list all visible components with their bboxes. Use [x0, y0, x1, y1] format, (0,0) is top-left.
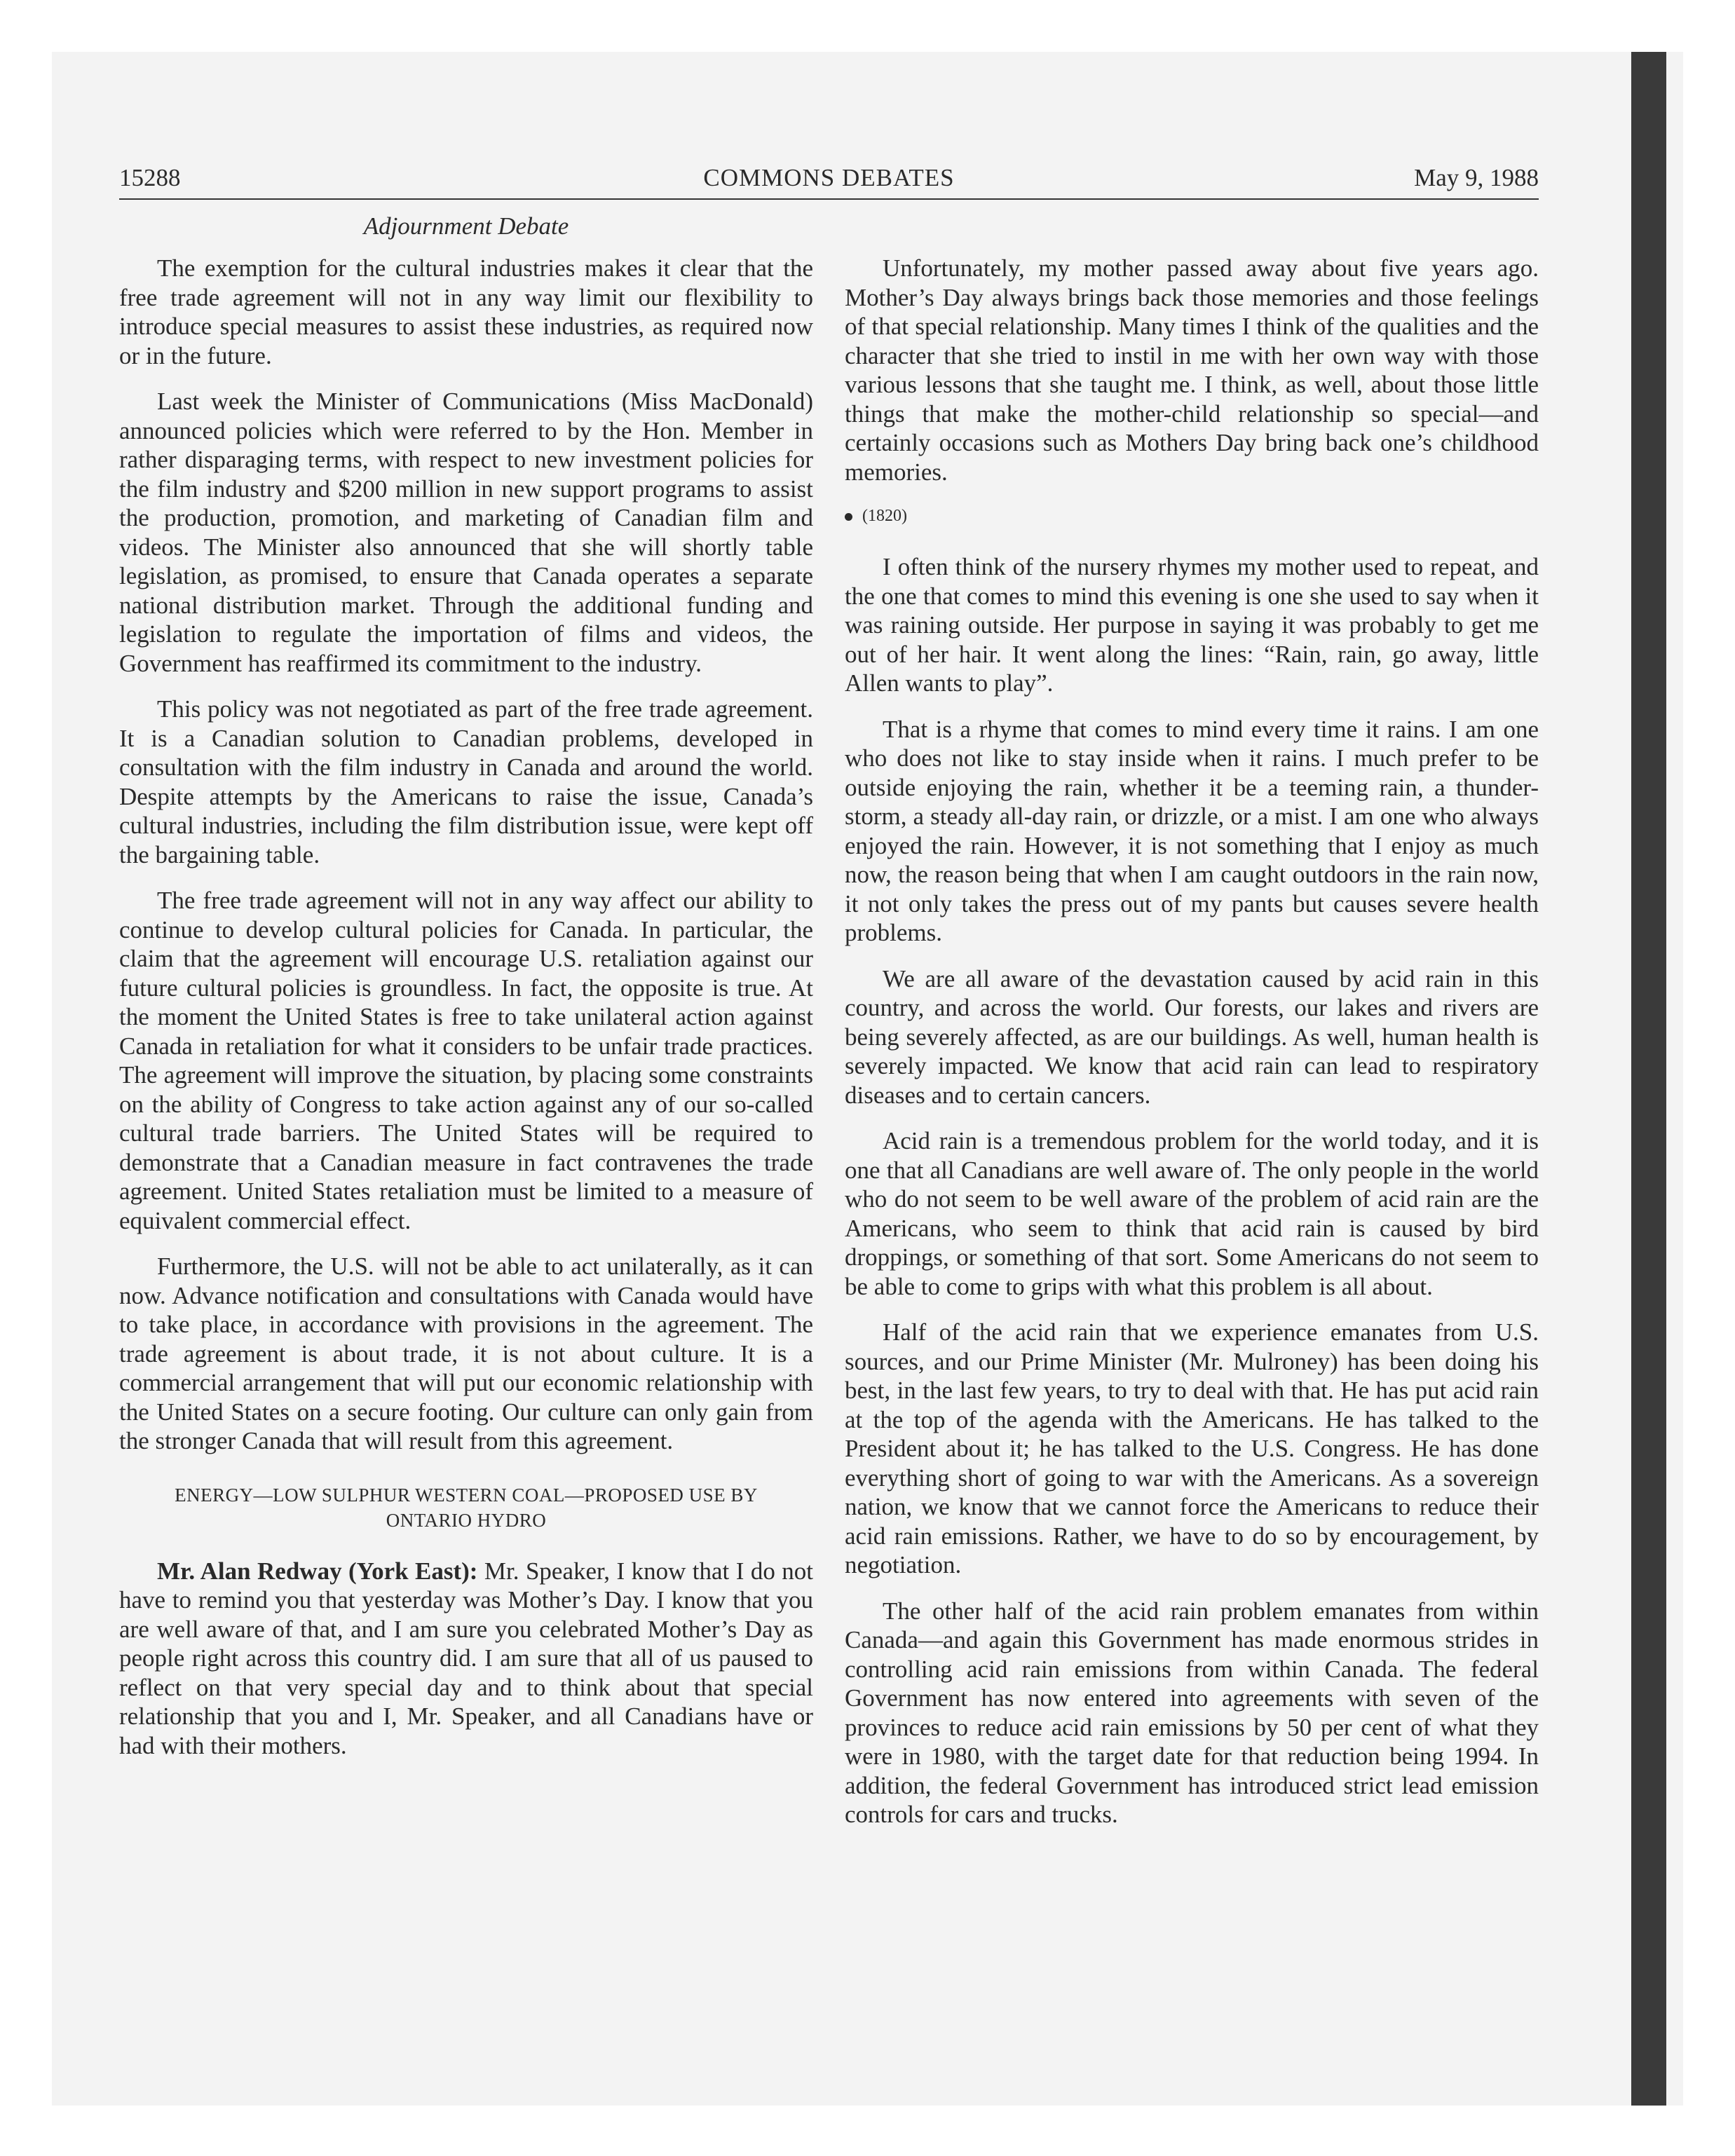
speaker-name: Mr. Alan Redway (York East):: [157, 1557, 478, 1585]
page-date: May 9, 1988: [1414, 164, 1539, 191]
right-column: [845, 254, 1539, 1846]
speech-paragraph: [119, 1557, 813, 1761]
time-stamp-text: (1820): [862, 507, 907, 525]
page-number: 15288: [119, 164, 181, 191]
debate-heading: [119, 1482, 813, 1533]
header-rule: [119, 198, 1539, 200]
paragraph: Unfortunately, my mother passed away about five years ago. Mother’s Day always brings back those memories and those feelings of that special relationship. Many times I think of the qualities and the character that she tried to instil in me with her own way with those various lessons that she taught me. I think, as well, about those little things that make the mother-child relationship so special—and certainly occasions such as Mothers Day bring back one’s childhood memories.: [845, 254, 1539, 486]
paragraph: Last week the Minister of Communications (Miss MacDonald) announced policies which were referred to by the Hon. Member in rather disparaging terms, with respect to new investment policies for the film industry and $200 million in new support programs to assist the production, promotion, and marketing of Canadian film and videos. The Minister also announced that she will shortly table legislation, as promised, to ensure that Canada operates a separate national distribution market. Through the additional funding and legislation to regulate the importation of films and videos, the Government has reaffirmed its commitment to the industry.: [119, 388, 813, 677]
journal-title: COMMONS DEBATES: [703, 164, 955, 191]
running-header: [119, 163, 1539, 193]
paragraph: The free trade agreement will not in any way affect our ability to continue to develop cultural policies for Canada. In particular, the claim that the agreement will encourage U.S. retaliation against our future cultural policies is groundless. In fact, the opposite is true. At the moment the United States is free to take unilateral action against Canada in retaliation for what it considers to be unfair trade practices. The agreement will improve the situation, by placing some constraints on the ability of Congress to take action against any of our so-called cultural trade barriers. The United States will be required to demonstrate that a Canadian measure in fact contravenes the trade agreement. United States retaliation must be limited to a measure of equivalent commercial effect.: [119, 887, 813, 1234]
paragraph: This policy was not negotiated as part of the free trade agreement. It is a Canadian solution to Canadian problems, developed in consultation with the film industry in Canada and around the world. Despite attempts by the Americans to raise the issue, Canada’s cultural industries, including the film distribution issue, were kept off the bargaining table.: [119, 695, 813, 868]
paragraph: Furthermore, the U.S. will not be able to act unilaterally, as it can now. Advance notification and consultations with Canada would have to take place, in accordance with provisions in the agreement. The trade agreement is about trade, it is not about culture. It is a commercial arrangement that will put our economic relationship with the United States on a secure footing. Our culture can only gain from the stronger Canada that will result from this agreement.: [119, 1253, 813, 1454]
left-column: [119, 254, 813, 1777]
paragraph: The other half of the acid rain problem emanates from within Canada—and again this Government has made enormous strides in controlling acid rain emissions from within Canada. The federal Government has now entered into agreements with seven of the provinces to reduce acid rain emissions by 50 per cent of what they were in 1980, with the target date for that reduction being 1994. In addition, the federal Government has introduced strict lead emission controls for cars and trucks.: [845, 1597, 1539, 1828]
bullet-icon: [845, 513, 852, 521]
time-stamp: [845, 503, 1539, 528]
speech-text: Mr. Speaker, I know that I do not have to remind you that yesterday was Mother’s Day. I know that you are well aware of that, and I am sure you celebrated Mother’s Day as people right across this country did. I am sure that all of us paused to reflect on that very special day and to think about that special relationship that you and I, Mr. Speaker, and all Canadians have or had with their mothers.: [119, 1557, 814, 1759]
paragraph: We are all aware of the devastation caused by acid rain in this country, and across the world. Our forests, our lakes and rivers are being severely affected, as are our buildings. As well, human health is severely impacted. We know that acid rain can lead to respiratory diseases and to certain cancers.: [845, 964, 1539, 1109]
paragraph: Half of the acid rain that we experience emanates from U.S. sources, and our Prime Minister (Mr. Mulroney) has been doing his best, in the last few years, to try to deal with that. He has put acid rain at the top of the agenda with the Americans. He has talked to the President about it; he has talked to the U.S. Congress. He has done everything short of going to war with the Americans. As a sovereign nation, we know that we cannot force the Americans to reduce their acid rain emissions. Rather, we have to do so by encouragement, by negotiation.: [845, 1318, 1539, 1578]
paragraph: Acid rain is a tremendous problem for the world today, and it is one that all Canadians are well aware of. The only people in the world who do not seem to be well aware of the problem of acid rain are the Americans, who seem to think that acid rain is caused by bird droppings, or something of that sort. Some Americans do not seem to be able to come to grips with what this problem is all about.: [845, 1127, 1539, 1300]
binding-edge: [1631, 52, 1666, 2106]
heading-line: ENERGY—LOW SULPHUR WESTERN COAL—PROPOSED USE BY: [175, 1484, 758, 1506]
heading-line: ONTARIO HYDRO: [386, 1509, 547, 1531]
paragraph: The exemption for the cultural industries makes it clear that the free trade agreement will not in any way limit our flexibility to introduce special measures to assist these industries, as required now or in the future.: [119, 254, 813, 369]
paragraph: I often think of the nursery rhymes my mother used to repeat, and the one that comes to mind this evening is one she used to say when it was raining outside. Her purpose in saying it was probably to get me out of her hair. It went along the lines: “Rain, rain, go away, little Allen wants to play”.: [845, 553, 1539, 697]
paragraph: That is a rhyme that comes to mind every time it rains. I am one who does not like to stay inside when it rains. I much prefer to be outside enjoying the rain, whether it be a teeming rain, a thunder-storm, a steady all-day rain, or drizzle, or a mist. I am one who always enjoyed the rain. However, it is not something that I enjoy as much now, the reason being that when I am caught outdoors in the rain now, it not only takes the press out of my pants but causes severe health problems.: [845, 715, 1539, 946]
section-title: Adjournment Debate: [363, 212, 569, 240]
